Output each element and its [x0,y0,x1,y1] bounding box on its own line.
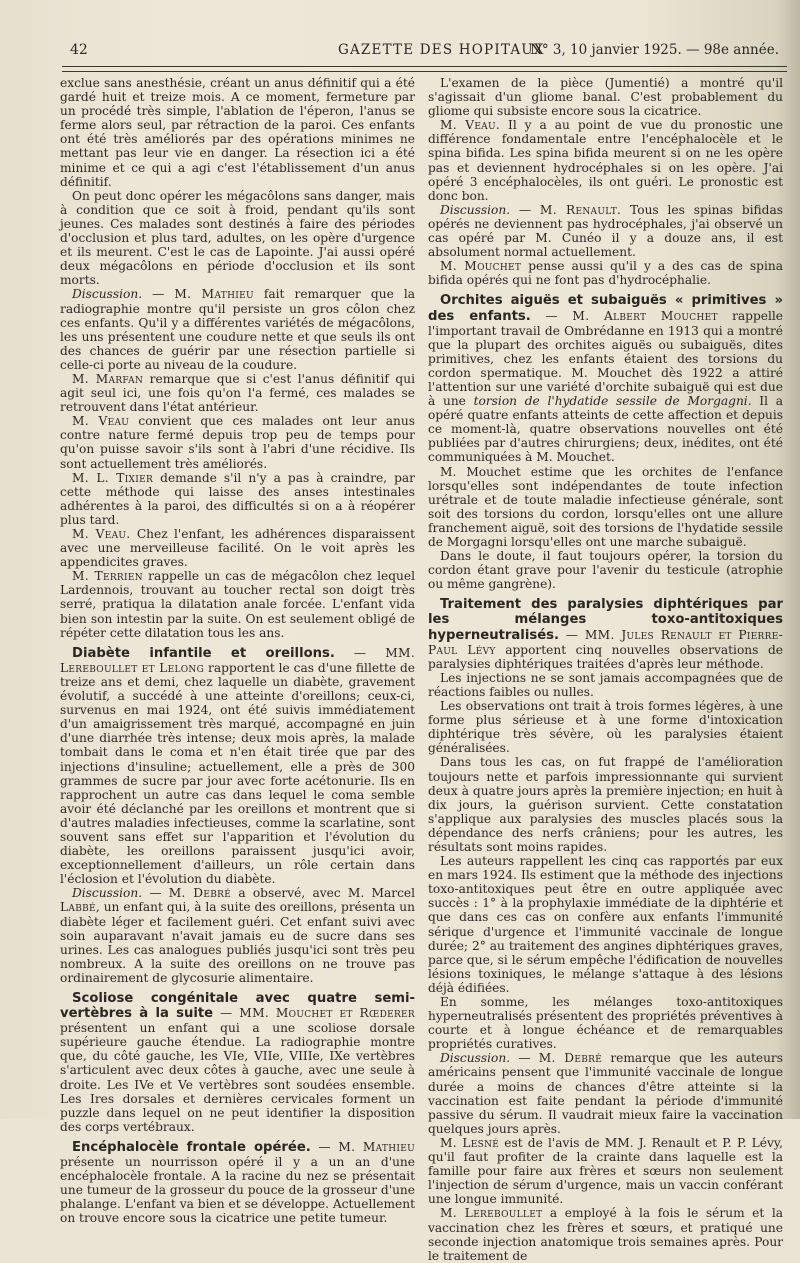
page-header [70,40,785,62]
paragraph: On peut donc opérer les mégacôlons sans danger, mais à condition que ce soit à froid, pendant qu'ils sont jeunes. Ces malades sont destinés à faire des périodes d'occlusion et plus tard, adultes, on les opère d'urgence et ils meurent. C'est le cas de Lapointe. J'ai aussi opéré deux mégacôlons en période d'occlusion et ils sont morts. [60,188,415,288]
section-heading: Orchites aiguës et subaiguës « primitives » des enfants. [428,293,783,324]
speaker-name: M. L. Tixier [72,470,154,485]
paragraph: M. L. Tixier demande s'il n'y a pas à craindre, par cette méthode qui laisse des anses intestinales adhérentes à la paroi, des difficultés si on a à réopérer plus tard. [60,470,415,527]
speaker-name: M. Veau. [72,527,131,541]
speaker-name: M. Veau [72,414,130,429]
section-heading: Scoliose congénitale avec quatre semi-vertèbres à la suite [60,991,415,1022]
paragraph: M. Veau convient que ces malades ont leur anus contre nature fermé depuis trop peu de temps pour qu'on puisse savoir s'ils sont à l'abri d'une récidive. Ils sont actuellement très améliorés. [60,414,415,471]
discussion-label: Discussion. [72,287,143,302]
speaker-name: M. Lereboullet [440,1206,543,1221]
paragraph: Discussion. — M. Debré a observé, avec M. Marcel Labbé, un enfant qui, à la suite des oreillons, présenta un diabète léger et facilement guéri. Cet enfant suivi avec soin auparavant n'avait jamais eu de sucre dans ses urines. Les cas analogues publiés jusqu'ici sont très peu nombreux. A la suite des oreillons on ne trouve pas ordinairement de glycosurie alimentaire. [60,886,416,985]
paragraph: Discussion. — M. Debré remarque que les auteurs américains pensent que l'immunité vaccinale de longue durée a moins de chances d'être atteinte si la vaccination est faite pendant la période d'immunité passive du sérum. Il vaudrait mieux faire la vaccination quelques jours après. [428,1051,783,1136]
section-heading: Traitement des paralysies diphtériques par les mélanges toxo-antitoxiques hyperneutralisés. [428,597,783,643]
header-rule-thin [62,71,787,72]
paragraph: L'examen de la pièce (Jumentié) a montré qu'il s'agissait d'un gliome banal. C'est probablement du gliome qui subsiste encore sous la cicatrice. [428,76,783,119]
issue-info: N° 3, 10 janvier 1925. — 98e année. [530,42,779,58]
speaker-name: M. Marfan [72,371,144,386]
discussion-label: Discussion. [440,202,511,217]
right-column [428,76,783,1263]
paragraph: M. Terrien rappelle un cas de mégacôlon chez lequel Lardennois, trouvant au toucher rectal son doigt très serré, pratiqua la dilatation anale forcée. L'enfant vida bien son intestin par la suite. On est seulement obligé de répéter cette dilatation tous les ans. [60,569,415,640]
paragraph: Dans tous les cas, on fut frappé de l'amélioration toujours nette et parfois impressionnante qui survient deux à quatre jours après la première injection; en huit à dix jours, la guérison survient. Cette constatation s'applique aux paralysies des muscles placés sous la dépendance des nerfs crâniens; pour les autres, les résultats sont moins rapides. [428,755,783,854]
section-encephalocele: Encéphalocèle frontale opérée. — M. Mathieu présente un nourrisson opéré il y a un an d'une encéphalocèle frontale. A la racine du nez se présentait une tumeur de la grosseur du pouce de la grosseur d'une phalange. L'enfant va bien et se développe. Actuellement on trouve encore sous la cicatrice une petite tumeur. [60,1139,415,1226]
paragraph: Discussion. — M. Mathieu fait remarquer que la radiographie montre qu'il persiste un gros côlon chez ces enfants. Qu'il y a différentes variétés de mégacôlons, les uns présentent une coudure nette et que seuls ils ont des chances de guérir par une résection partielle si celle-ci porte au niveau de la coudure. [60,287,415,372]
paragraph: M. Veau. Il y a au point de vue du pronostic une différence fondamentale entre l'encéphalocèle et le spina bifida. Les spina bifida meurent si on ne les opère pas et deviennent hydrocéphales si on les opère. J'ai opéré 3 encéphalocèles, ils ont guéri. Le pronostic est donc bon. [428,118,783,203]
page-number: 42 [70,42,88,58]
section-heading: Diabète infantile et oreillons. [72,645,335,661]
speaker-name: M. Debré [538,1051,603,1066]
journal-title: GAZETTE DES HOPITAUX [338,42,545,58]
paragraph: M. Lesné est de l'avis de MM. J. Renault et P. P. Lévy, qu'il faut profiter de la crainte dans laquelle est la famille pour faire aux frères et sœurs non seulement l'injection de sérum d'urgence, mais un vaccin conférant une longue immunité. [428,1135,784,1207]
speaker-name: M. Terrien [72,569,143,584]
speaker-name: M. Renault. [539,202,622,217]
paragraph: exclue sans anesthésie, créant un anus définitif qui a été gardé huit et treize mois. A ce moment, fermeture par un procédé très simple, l'ablation de l'éperon, l'anus se ferme alors seul, par rétraction de la paroi. Ces enfants ont été très améliorés par des opérations minimes ne mettant pas leur vie en danger. La résection ici a été minime et ce qui a agi c'est l'établissement d'un anus définitif. [60,76,415,189]
paragraph: Discussion. — M. Renault. Tous les spinas bifidas opérés ne deviennent pas hydrocéphales, j'ai observé un cas opéré par M. Cunéo il y a douze ans, il est absolument normal actuellement. [428,202,783,260]
section-orchites: Orchites aiguës et subaiguës « primitives » des enfants. — M. Albert Mouchet rappelle l'important travail de Ombrédanne en 1913 qui a montré que la plupart des orchites aiguës ou subaiguës, dites primitives, chez les enfants étaient des torsions du cordon spermatique. M. Mouchet dès 1922 a attiré l'attention sur une variété d'orchite subaiguë qui est due à une torsion de l'hydatide sessile de Morgagni. Il a opéré quatre enfants atteints de cette affection et depuis ce moment-là, quatre observations nouvelles ont été publiées par d'autres chirurgiens; deux, inédites, ont été communiquées à M. Mouchet. [428,293,783,465]
section-scoliose: Scoliose congénitale avec quatre semi-vertèbres à la suite — MM. Mouchet et Rœderer présentent un enfant qui a une scoliose dorsale supérieure gauche étendue. La radiographie montre que, du côté gauche, les VIe, VIIe, VIIIe, IXe vertèbres s'articulent avec deux côtes à gauche, avec une seule à droite. Les IVe et Ve vertèbres sont soudées ensemble. Les Ires dorsales et dernières cervicales forment un puzzle dans lequel on ne peut identifier la disposition des corps vertébraux. [60,991,415,1134]
header-rule [62,66,787,67]
paragraph: Les observations ont trait à trois formes légères, à une forme plus sérieuse et à une forme d'intoxication diphtérique très sévère, où les paralysies étaient généralisées. [428,699,783,756]
discussion-label: Discussion. [440,1051,511,1066]
paragraph: Les injections ne se sont jamais accompagnées que de réactions faibles ou nulles. [428,670,783,699]
speaker-name: M. Lesné [440,1135,500,1150]
paragraph: M. Mouchet pense aussi qu'il y a des cas de spina bifida opérés qui ne font pas d'hydrocéphalie. [428,259,783,288]
section-diabete: Diabète infantile et oreillons. — MM. Lereboullet et Lelong rapportent le cas d'une fillette de treize ans et demi, chez laquelle un diabète, gravement évolutif, a succédé à une atteinte d'oreillons; ceux-ci, survenus en mai 1924, ont été suivis immédiatement d'un amaigrissement très marqué, accompagné en juin d'une diarrhée très intense; deux mois après, la malade tombait dans le coma et n'en était tirée que par des injections d'insuline; actuellement, elle a près de 300 grammes de sucre par jour avec forte acétonurie. Ils en rapprochent un autre cas dans lequel le coma semble avoir été déclanché par les oreillons et montrent que si d'autres maladies infectieuses, comme la scarlatine, sont souvent sans effet sur l'apparition et l'évolution du diabète, les oreillons paraissent jusqu'ici avoir, exceptionnellement d'ailleurs, un rôle certain dans l'éclosion et l'évolution du diabète. [60,645,415,887]
paragraph: Les auteurs rappellent les cinq cas rapportés par eux en mars 1924. Ils estiment que la méthode des injections toxo-antitoxiques peut être en outre appliquée avec succès : 1° à la prophylaxie immédiate de la diphtérie et que dans ces cas on confère aux enfants l'immunité sérique d'urgence et l'immunité vaccinale de longue durée; 2° au traitement des angines diphtériques graves, parce que, si le sérum empêche l'édification de nouvelles lésions toxiniques, le mélange s'attaque à des lésions déjà édifiées. [428,854,783,995]
section-paralysies: Traitement des paralysies diphtériques par les mélanges toxo-antitoxiques hyperneutralisés. — MM. Jules Renault et Pierre-Paul Lévy apportent cinq nouvelles observations de paralysies diphtériques traitées d'après leur méthode. [428,597,783,671]
paragraph: M. Marfan remarque que si c'est l'anus définitif qui agit seul ici, une fois qu'on l'a fermé, ces malades se retrouvent dans l'état antérieur. [60,371,415,415]
speaker-name: M. Veau. [440,118,501,133]
paragraph: M. Lereboullet a employé à la fois le sérum et la vaccination chez les frères et sœurs, et pratiqué une seconde injection anatomique trois semaines après. Pour le traitement de [428,1206,783,1263]
discussion-label: Discussion. [72,886,143,901]
paragraph: M. Veau. Chez l'enfant, les adhérences disparaissent avec une merveilleuse facilité. On le voit après les appendicites graves. [60,527,415,570]
speaker-name: M. Debré [168,886,232,901]
paragraph: Dans le doute, il faut toujours opérer, la torsion du cordon étant grave pour l'avenir du testicule (atrophie ou même gangrène). [428,549,783,592]
speaker-name: M. Mathieu [174,287,254,302]
left-column [60,76,415,1226]
paragraph: M. Mouchet estime que les orchites de l'enfance lorsqu'elles sont indépendantes de toute infection urétrale et de toute maladie infectieuse générale, sont soit des torsions du cordon, lorsqu'elles ont une allure franchement aiguë, soit des torsions de l'hydatide sessile de Morgagni lorsqu'elles ont une marche subaiguë. [428,464,783,549]
speaker-name: Labbé [60,900,96,915]
section-heading: Encéphalocèle frontale opérée. [72,1139,311,1155]
speaker-name: M. Mouchet [440,259,522,274]
paragraph: En somme, les mélanges toxo-antitoxiques hyperneutralisés présentent des propriétés préventives à courte et à longue échéance et de remarquables propriétés curatives. [428,995,783,1052]
